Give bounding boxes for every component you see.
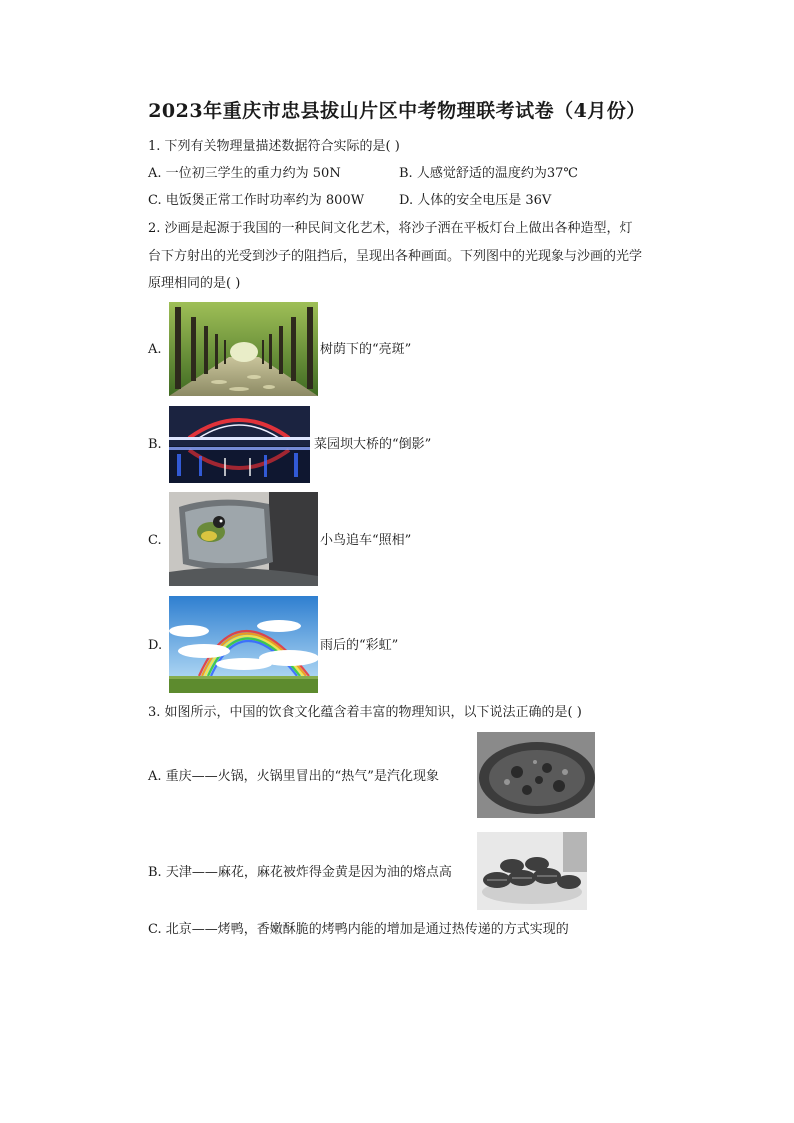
tree-avenue-photo: [169, 302, 318, 396]
question-2-stem-line-2: 台下方射出的光受到沙子的阻挡后，呈现出各种画面。下列图中的光现象与沙画的光学: [148, 249, 643, 264]
question-3-option-c: C. 北京——烤鸭，香嫩酥脆的烤鸭内能的增加是通过热传递的方式实现的: [148, 922, 569, 937]
hotpot-photo: [477, 732, 595, 818]
question-2-option-c-caption: 小鸟追车“照相”: [320, 533, 412, 548]
question-2-option-d-letter: D.: [148, 638, 163, 653]
question-2-stem-line-1: 2. 沙画是起源于我国的一种民间文化艺术，将沙子洒在平板灯台上做出各种造型，灯: [148, 221, 633, 236]
page-title: 2023年重庆市忠县拔山片区中考物理联考试卷（4月份）: [148, 100, 646, 122]
question-1-stem: 1. 下列有关物理量描述数据符合实际的是( ): [148, 139, 400, 154]
question-1-option-a: A. 一位初三学生的重力约为 50N: [148, 166, 341, 181]
rainbow-photo: [169, 596, 318, 693]
question-2-option-c-letter: C.: [148, 533, 162, 548]
bridge-reflection-photo: [169, 406, 310, 483]
question-1-option-b: B. 人感觉舒适的温度约为37℃: [399, 166, 578, 181]
mahua-photo: [477, 832, 587, 910]
question-2-option-a-letter: A.: [148, 342, 162, 357]
question-2-option-a-caption: 树荫下的“亮斑”: [320, 342, 412, 357]
question-2-option-b-letter: B.: [148, 437, 162, 452]
question-3-option-a: A. 重庆——火锅，火锅里冒出的“热气”是汽化现象: [148, 769, 439, 784]
question-3-stem: 3. 如图所示，中国的饮食文化蕴含着丰富的物理知识，以下说法正确的是( ): [148, 705, 582, 720]
question-2-stem-line-3: 原理相同的是( ): [148, 276, 241, 291]
question-1-option-c: C. 电饭煲正常工作时功率约为 800W: [148, 193, 365, 208]
question-3-option-b: B. 天津——麻花，麻花被炸得金黄是因为油的熔点高: [148, 865, 452, 880]
bird-mirror-photo: [169, 492, 318, 586]
question-2-option-b-caption: 菜园坝大桥的“倒影”: [314, 437, 432, 452]
question-2-option-d-caption: 雨后的“彩虹”: [320, 638, 399, 653]
question-1-option-d: D. 人体的安全电压是 36V: [399, 193, 552, 208]
